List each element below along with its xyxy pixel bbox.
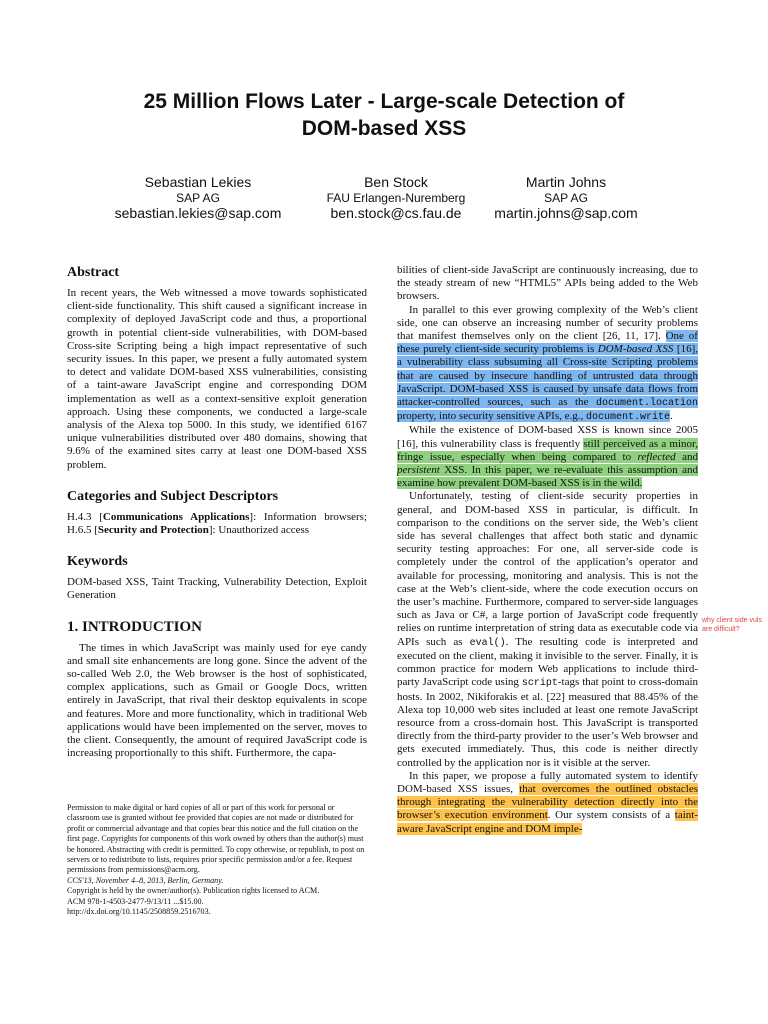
paragraph: In parallel to this ever growing complexity of the Web’s client side, one can observe an increasing number of security problems that manifest themselves only on the client [26, 11, 17]. One of these purely client-side security problems is DOM-based XSS [16], a vulnerability class subsuming all Cross-site Scripting problems that are caused by insecure handling of untrusted data through JavaScript. DOM-based XSS is caused by unsafe data flows from attacker-controlled sources, such as the document.location property, into security sensitive APIs, e.g., document.write. [397,303,698,424]
abstract-text: In recent years, the Web witnessed a move towards sophisticated client-side functionality. This shift caused a significant increase in complexity of deployed JavaScript code and thus, a proportional growth in potential client-side vulnerabilities, with DOM-based Cross-site Scripting being a high impact representative of such security issues. In this paper, we present a fully automated system to detect and validate DOM-based XSS vulnerabilities, consisting of a taint-aware JavaScript engine and corresponding DOM implementation as well as a context-sensitive exploit generation approach. Using these components, we conducted a large-scale analysis of the Alexa top 5000. In this study, we identified 6167 unique vulnerabilities distributed over 480 domains, showing that 9.6% of the examined sites carry at least one DOM-based XSS problem. [67,287,367,471]
author-name: Martin Johns [525,174,607,190]
highlight-green: still perceived as a minor, fringe issue, especially when being compared to reflected and persistent XSS. In this paper, we re-evaluate this assumption and examine how prevalent DOM-based XSS is in the wild. [397,437,698,490]
isbn-line: ACM 978-1-4503-2477-9/13/11 ...$15.00. [67,896,204,906]
paragraph: While the existence of DOM-based XSS is known since 2005 [16], this vulnerability class is frequently still perceived as a minor, fringe issue, especially when being compared to reflected and persistent XSS. In this paper, we re-evaluate this assumption and examine how prevalent DOM-based XSS is in the wild. [397,424,698,490]
abstract-heading: Abstract [67,265,120,280]
author-email: sebastian.lekies@sap.com [114,205,282,221]
right-column [397,264,698,836]
conference-info: CCS'13, November 4–8, 2013, Berlin, Germany. [67,875,224,885]
keywords-heading: Keywords [67,554,128,570]
author-email: martin.johns@sap.com [494,205,638,221]
copyright-notice: Copyright is held by the owner/author(s). Publication rights licensed to ACM. [67,886,320,896]
highlight-orange: that overcomes the outlined obstacles through integrating the vulnerability detection directly into the browser’s execution environment [397,782,699,822]
author-name: Sebastian Lekies [144,174,252,190]
introduction-text: The times in which JavaScript was mainly used for eye candy and small site enhancements are long gone. Since the advent of the so-called Web 2.0, the Web browser is the host of sophisticated, complex applications, such as Gmail or Google Docs, written entirely in JavaScript, that rival their desktop equivalents in scope and features. More and more functionality, which in traditional Web applications would have been implemented on the server, moves to the client. Consequently, the amount of required JavaScript code is increasing proportionally to this shift. Furthermore, the capa- [67,641,367,760]
footnote-text: Permission to make digital or hard copies of all or part of this work for personal or classroom use is granted without fee provided that copies are not made or distributed for profit or commercial advantage and that copies bear this notice and the full citation on the first page. Copyrights for components of this work owned by others than the author(s) must be honored. Abstracting with credit is permitted. To copy otherwise, or republish, to post on servers or to redistribute to lists, requires prior specific permission and/or a fee. Request permissions from permissions@acm.org. [67,803,365,875]
paper-title [0,88,768,142]
author-name: Ben Stock [364,174,428,190]
title-line-2: DOM-based XSS [301,117,467,140]
paragraph: Unfortunately, testing of client-side security properties in general, and DOM-based XSS in particular, is difficult. In comparison to the conditions on the server side, the Web’s client side has several challenges that affect both static and dynamic security testing approaches: For one, all server-side code is completely under the control of the application’s operator and available for processing, monitoring and analysis. This is not the case at the Web’s client-side, where the code execution occurs on the user’s machine. Furthermore, compared to server-side languages such as Java or C#, a large portion of JavaScript code frequently relies on runtime interpretation of string data as executable code via APIs such as eval(). The resulting code is interpreted and executed on the client, making it invisible to the server. Finally, it is common practice for modern Web applications to include third-party JavaScript code using script-tags that point to cross-domain hosts. In 2002, Nikiforakis et al. [22] measured that 88.45% of the Alexa top 10,000 web sites included at least one remote JavaScript resource from a cross-domain host. This JavaScript is transported directly from the third-party provider to the user’s Web browser and gets executed immediately. Thus, this code is neither directly controlled by the application nor is it visible at the server. [397,490,699,769]
author-block [466,174,666,222]
author-affiliation: FAU Erlangen-Nuremberg [326,191,466,205]
left-column [67,264,367,760]
author-block [98,174,298,222]
author-affiliation: SAP AG [544,191,588,205]
author-affiliation: SAP AG [176,191,220,205]
permission-footnote [67,803,367,917]
paragraph: In this paper, we propose a fully automated system to identify DOM-based XSS issues, that overcomes the outlined obstacles through integrating the vulnerability detection directly into the browser’s execution environment. Our system consists of a taint-aware JavaScript engine and DOM imple- [397,769,699,835]
paragraph: bilities of client-side JavaScript are continuously increasing, due to the steady stream of new “HTML5” APIs being added to the Web browsers. [397,264,698,303]
categories-heading: Categories and Subject Descriptors [67,488,279,504]
title-line-1: 25 Million Flows Later - Large-scale Detection of [143,90,625,113]
author-email: ben.stock@cs.fau.de [330,205,462,221]
keywords-text: DOM-based XSS, Taint Tracking, Vulnerability Detection, Exploit Generation [67,576,367,602]
highlight-blue: One of these purely client-side security problems is DOM-based XSS [16], a vulnerability class subsuming all Cross-site Scripting problems that are caused by insecure handling of untrusted data through JavaScript. DOM-based XSS is caused by unsafe data flows from attacker-controlled sources, such as the document.location property, into security sensitive APIs, e.g., document.write [397,330,698,424]
highlight-orange: taint-aware JavaScript engine and DOM imple- [397,809,698,835]
introduction-heading: 1. INTRODUCTION [67,618,203,635]
doi-link[interactable]: http://dx.doi.org/10.1145/2508859.2516703. [67,907,211,917]
categories-text: H.4.3 [Communications Applications]: Information browsers; H.6.5 [Security and Protection]: Unauthorized access [67,510,368,537]
margin-annotation: why client side vuls are difficult? [702,617,762,633]
